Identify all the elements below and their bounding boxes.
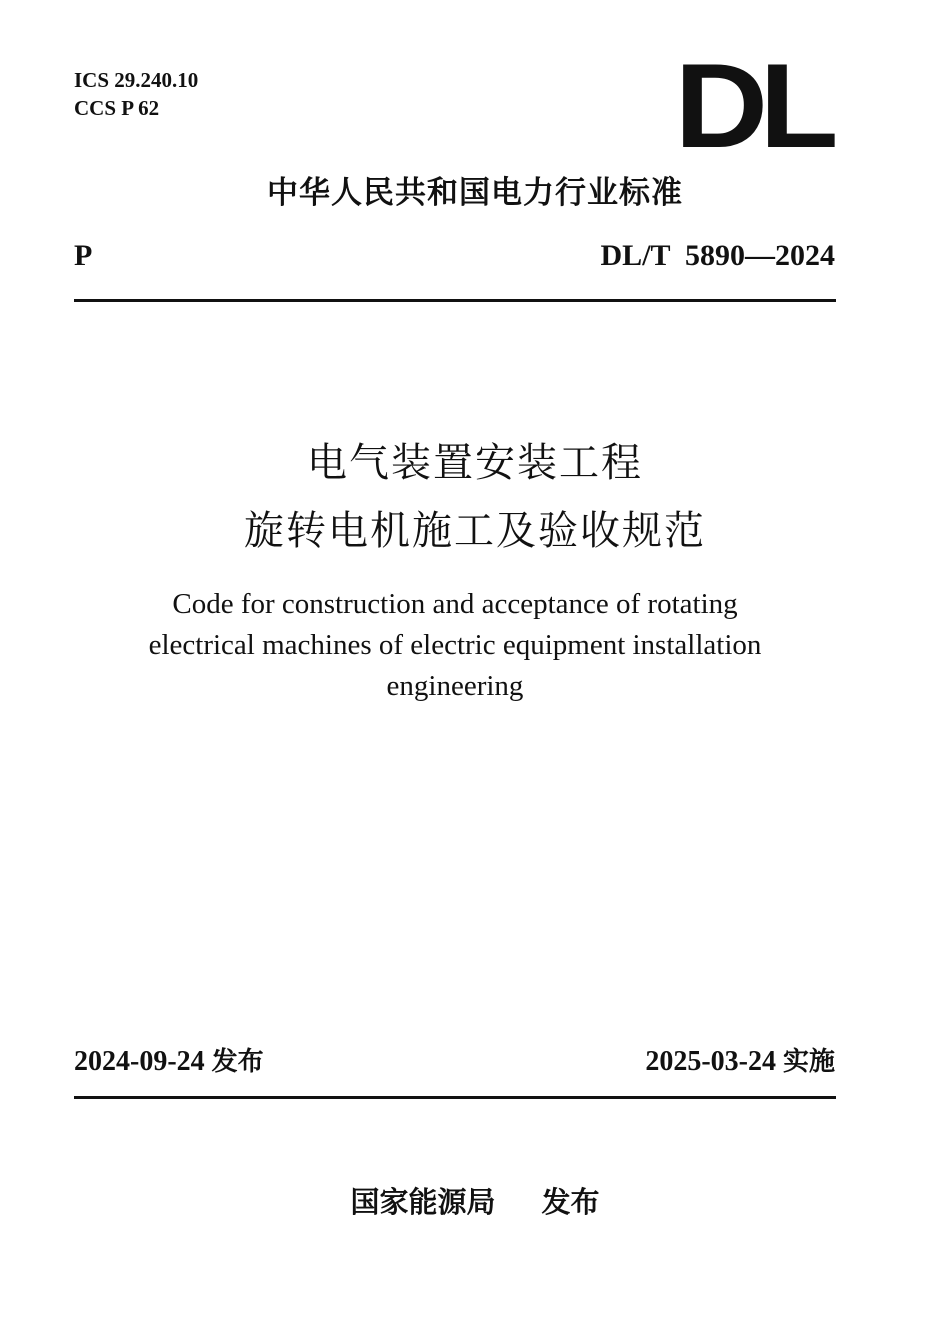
- title-en-line-2: electrical machines of electric equipment installation: [148, 629, 762, 661]
- bottom-divider: [74, 1096, 836, 1099]
- ccs-code: CCS P 62: [74, 96, 160, 120]
- title-en-line-3: engineering: [386, 670, 524, 702]
- implement-date-block: [645, 1044, 835, 1080]
- ics-code: ICS 29.240.10: [74, 68, 199, 92]
- issue-date: 2024-09-24: [74, 1046, 205, 1077]
- publisher-line: [0, 1182, 950, 1222]
- top-divider: [74, 299, 836, 302]
- title-en: [90, 584, 820, 707]
- implement-date: 2025-03-24: [645, 1046, 776, 1077]
- issue-date-block: [74, 1044, 264, 1080]
- standard-number: DL/T 5890—2024: [600, 239, 835, 272]
- category-letter: P: [74, 239, 93, 272]
- publisher-label: 发布: [541, 1185, 600, 1219]
- classification-codes: [74, 66, 198, 122]
- title-en-line-1: Code for construction and acceptance of rotating: [172, 588, 738, 620]
- implement-label: 实施: [782, 1047, 835, 1077]
- dl-logo: DL: [674, 39, 830, 173]
- publisher-name: 国家能源局: [350, 1185, 496, 1219]
- industry-standard-heading: 中华人民共和国电力行业标准: [267, 175, 683, 211]
- title-cn-line-1: 电气装置安装工程: [307, 440, 643, 486]
- issue-label: 发布: [211, 1047, 264, 1077]
- title-cn-line-2: 旋转电机施工及验收规范: [244, 508, 706, 554]
